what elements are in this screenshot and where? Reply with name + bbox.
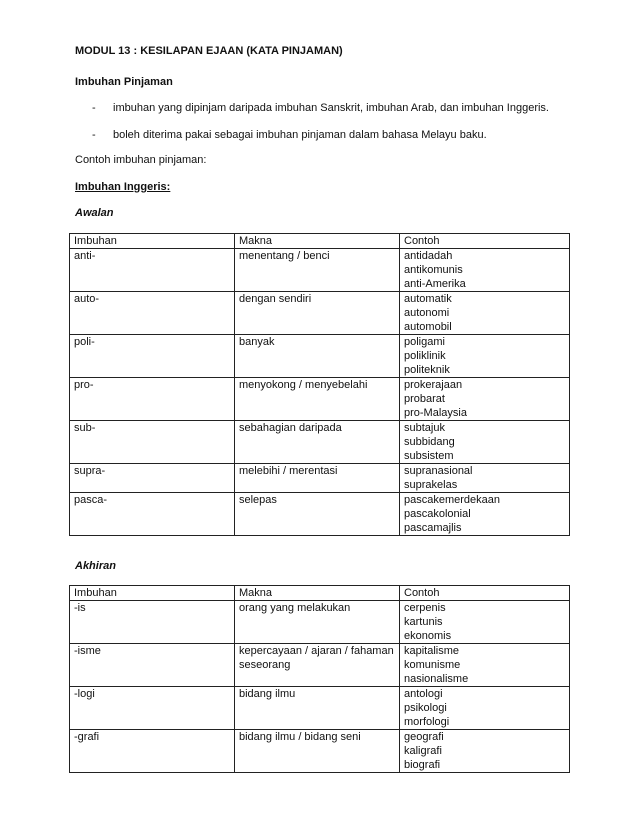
cell-makna: kepercayaan / ajaran / fahaman seseorang — [235, 644, 400, 687]
cell-contoh — [400, 601, 570, 644]
cell-contoh — [400, 378, 570, 421]
table-header-row — [70, 234, 570, 249]
cell-makna: menentang / benci — [235, 249, 400, 292]
header-makna: Makna — [235, 586, 400, 601]
example-word: pro-Malaysia — [404, 407, 467, 419]
example-word: poliklinik — [404, 350, 446, 362]
table-row — [70, 378, 570, 421]
bullet-text: boleh diterima pakai sebagai imbuhan pinjaman dalam bahasa Melayu baku. — [113, 129, 487, 141]
example-word: anti-Amerika — [404, 278, 466, 290]
example-word: subtajuk — [404, 422, 445, 434]
awalan-table — [69, 233, 570, 536]
example-word: cerpenis — [404, 602, 446, 614]
cell-imbuhan: pro- — [70, 378, 235, 421]
intro-text: Contoh imbuhan pinjaman: — [75, 154, 207, 166]
cell-makna: sebahagian daripada — [235, 421, 400, 464]
cell-makna: banyak — [235, 335, 400, 378]
cell-contoh — [400, 335, 570, 378]
example-word: antikomunis — [404, 264, 463, 276]
cell-makna: dengan sendiri — [235, 292, 400, 335]
example-word: pascakolonial — [404, 508, 471, 520]
table-row — [70, 421, 570, 464]
header-contoh: Contoh — [400, 586, 570, 601]
header-imbuhan: Imbuhan — [70, 586, 235, 601]
example-word: pascakemerdekaan — [404, 494, 501, 506]
example-word: pascamajlis — [404, 522, 462, 534]
cell-imbuhan: auto- — [70, 292, 235, 335]
table-header-row — [70, 586, 570, 601]
table-row — [70, 292, 570, 335]
bullet-marker: - — [92, 102, 96, 114]
example-word: biografi — [404, 759, 441, 771]
table-row — [70, 249, 570, 292]
header-makna: Makna — [235, 234, 400, 249]
cell-imbuhan: -grafi — [70, 730, 235, 773]
cell-imbuhan: supra- — [70, 464, 235, 493]
example-word: automatik — [404, 293, 452, 305]
cell-makna: menyokong / menyebelahi — [235, 378, 400, 421]
cell-contoh — [400, 464, 570, 493]
cell-contoh — [400, 644, 570, 687]
example-word: antidadah — [404, 250, 453, 262]
example-word: subbidang — [404, 436, 455, 448]
table-row — [70, 335, 570, 378]
page-title: MODUL 13 : KESILAPAN EJAAN (KATA PINJAMAN) — [75, 45, 343, 57]
example-word: automobil — [404, 321, 452, 333]
example-word: autonomi — [404, 307, 450, 319]
example-word: subsistem — [404, 450, 454, 462]
example-word: supranasional — [404, 465, 473, 477]
example-word: komunisme — [404, 659, 461, 671]
example-word: morfologi — [404, 716, 450, 728]
example-word: politeknik — [404, 364, 450, 376]
header-imbuhan: Imbuhan — [70, 234, 235, 249]
cell-makna: melebihi / merentasi — [235, 464, 400, 493]
cell-makna: bidang ilmu / bidang seni — [235, 730, 400, 773]
cell-contoh — [400, 687, 570, 730]
table-row — [70, 464, 570, 493]
cell-contoh — [400, 493, 570, 536]
table-row — [70, 730, 570, 773]
example-word: ekonomis — [404, 630, 452, 642]
cell-imbuhan: sub- — [70, 421, 235, 464]
example-word: poligami — [404, 336, 445, 348]
akhiran-label: Akhiran — [75, 560, 116, 572]
example-word: geografi — [404, 731, 444, 743]
cell-contoh — [400, 421, 570, 464]
table-row — [70, 493, 570, 536]
bullet-text: imbuhan yang dipinjam daripada imbuhan Sanskrit, imbuhan Arab, dan imbuhan Inggeris. — [113, 102, 549, 114]
table-row — [70, 687, 570, 730]
awalan-label: Awalan — [75, 207, 114, 219]
example-word: prokerajaan — [404, 379, 463, 391]
cell-imbuhan: poli- — [70, 335, 235, 378]
cell-imbuhan: pasca- — [70, 493, 235, 536]
example-word: suprakelas — [404, 479, 458, 491]
header-contoh: Contoh — [400, 234, 570, 249]
example-word: probarat — [404, 393, 445, 405]
cell-contoh — [400, 249, 570, 292]
example-word: kartunis — [404, 616, 443, 628]
cell-makna: selepas — [235, 493, 400, 536]
example-word: psikologi — [404, 702, 447, 714]
cell-imbuhan: -logi — [70, 687, 235, 730]
akhiran-table — [69, 585, 570, 773]
cell-imbuhan: -is — [70, 601, 235, 644]
cell-imbuhan: -isme — [70, 644, 235, 687]
table-row — [70, 601, 570, 644]
cell-makna: bidang ilmu — [235, 687, 400, 730]
example-word: kapitalisme — [404, 645, 460, 657]
example-word: kaligrafi — [404, 745, 442, 757]
example-word: nasionalisme — [404, 673, 469, 685]
cell-contoh — [400, 730, 570, 773]
cell-imbuhan: anti- — [70, 249, 235, 292]
section-heading: Imbuhan Pinjaman — [75, 76, 173, 88]
table-row — [70, 644, 570, 687]
bullet-marker: - — [92, 129, 96, 141]
subheading-inggeris: Imbuhan Inggeris: — [75, 181, 171, 193]
example-word: antologi — [404, 688, 443, 700]
cell-contoh — [400, 292, 570, 335]
cell-makna: orang yang melakukan — [235, 601, 400, 644]
